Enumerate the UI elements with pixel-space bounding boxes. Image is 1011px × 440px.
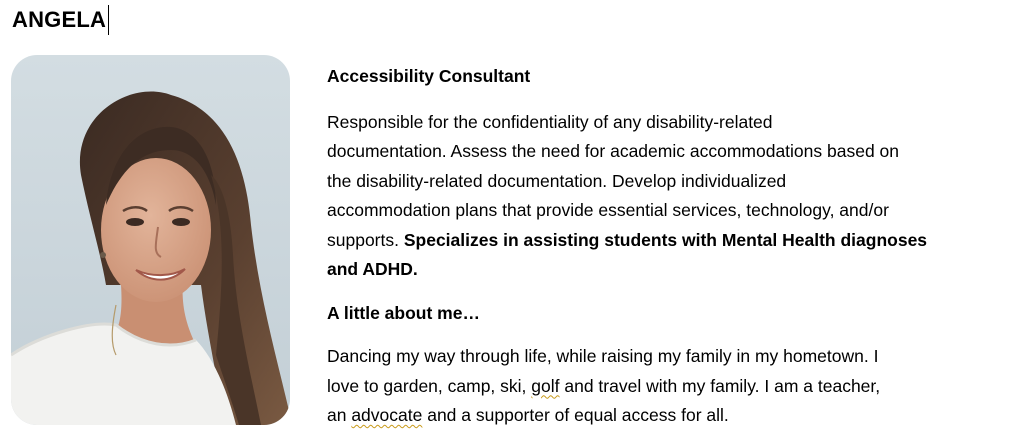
spacer: [327, 285, 1007, 299]
about-line: Dancing my way through life, while raising my family in my hometown. I: [327, 346, 879, 366]
about-line-part: and a supporter of equal access for all.: [422, 405, 729, 425]
role-description[interactable]: [327, 108, 1007, 285]
description-line: Responsible for the confidentiality of any disability-related: [327, 111, 773, 132]
about-heading[interactable]: A little about me…: [327, 302, 480, 323]
spellcheck-flagged-word[interactable]: advocate: [351, 405, 423, 425]
description-line: documentation. Assess the need for academic accommodations based on: [327, 141, 900, 161]
about-text[interactable]: [327, 342, 1007, 431]
about-line-part: an: [327, 405, 352, 425]
description-line: accommodation plans that provide essential services, technology, and/or: [327, 200, 889, 220]
about-line-part: and travel with my family. I am a teacher,: [559, 375, 881, 396]
portrait-image: [11, 55, 290, 425]
specialty-text: Specializes in assisting students with Mental Health diagnoses: [403, 229, 928, 250]
about-line-part: love to garden, camp, ski,: [327, 375, 532, 396]
portrait-photo[interactable]: [11, 55, 290, 425]
profile-content: [327, 62, 1007, 431]
text-cursor: [108, 5, 109, 35]
spacer: [327, 92, 1007, 108]
profile-name[interactable]: ANGELA: [12, 7, 107, 32]
specialty-text-end: and ADHD.: [327, 259, 418, 279]
description-tail: supports.: [327, 229, 404, 250]
name-heading-line[interactable]: [12, 3, 109, 37]
role-title[interactable]: Accessibility Consultant: [327, 66, 531, 86]
description-line: the disability-related documentation. Develop individualized: [327, 170, 787, 191]
spellcheck-flagged-word[interactable]: golf: [531, 375, 560, 396]
spacer: [327, 328, 1007, 342]
